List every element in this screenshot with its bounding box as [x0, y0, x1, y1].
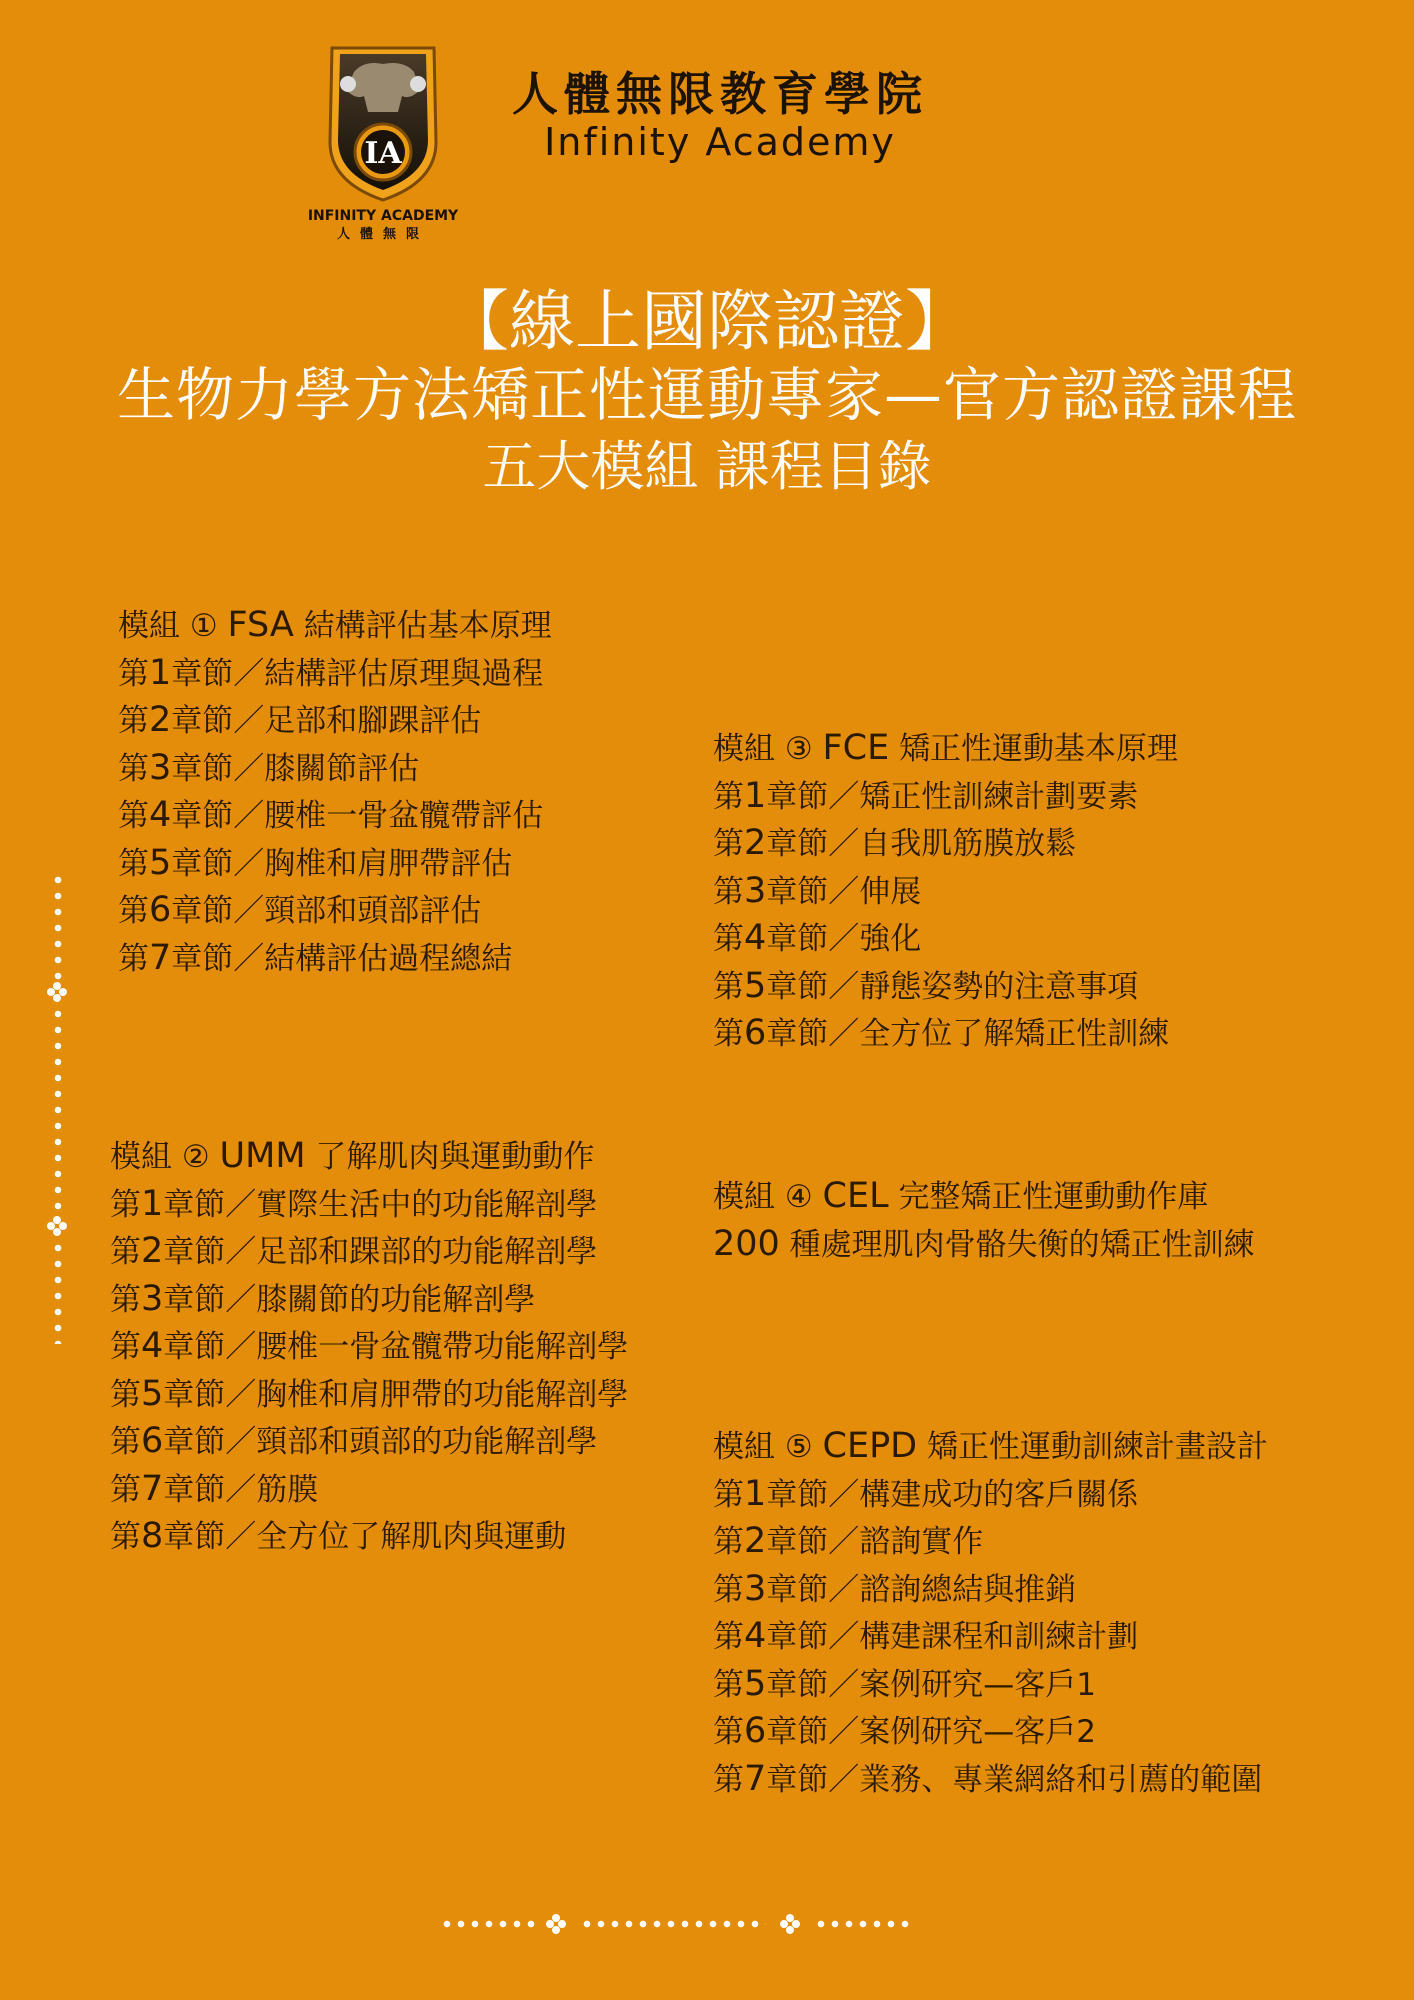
chapter-prefix: 第 — [713, 1619, 744, 1655]
chapter-prefix: 第 — [110, 1424, 141, 1460]
chapter-title: 章節／膝關節評估 — [171, 750, 420, 787]
chapter-prefix: 第 — [118, 750, 149, 787]
module-prefix: 模組 — [713, 1179, 775, 1215]
chapter-prefix: 第 — [713, 1714, 744, 1750]
chapter-number: 3 — [744, 1568, 767, 1609]
chapter-number: 7 — [149, 937, 172, 978]
chapter-prefix: 第 — [713, 1476, 744, 1513]
chapter-item — [110, 1228, 628, 1276]
chapter-title: 種處理肌肉骨骼失衡的矯正性訓練 — [779, 1226, 1255, 1263]
chapter-number: 7 — [744, 1758, 767, 1799]
chapter-number: 6 — [744, 1013, 767, 1053]
chapter-item — [713, 1518, 1268, 1566]
chapter-item — [118, 697, 552, 745]
chapter-prefix: 第 — [110, 1471, 141, 1508]
title-catalog: 五大模組 課程目錄 — [482, 435, 932, 498]
chapter-number: 5 — [744, 1663, 767, 1704]
chapter-title: 章節／結構評估原理與過程 — [171, 655, 544, 692]
chapter-prefix: 第 — [713, 1571, 744, 1608]
chapter-prefix: 第 — [713, 1016, 744, 1052]
logo-text-cn: 人體無限 — [336, 227, 430, 242]
chapter-number: 8 — [141, 1516, 164, 1556]
chapter-title: 章節／實際生活中的功能解剖學 — [163, 1186, 598, 1223]
chapter-item — [118, 840, 552, 888]
chapter-title: 章節／業務、專業網絡和引薦的範圍 — [766, 1761, 1263, 1798]
module-name: 結構評估基本原理 — [303, 608, 552, 644]
chapter-number: 1 — [744, 775, 767, 816]
flower-ornament-icon — [46, 1215, 68, 1237]
chapter-title: 章節／案例研究—客戶2 — [766, 1714, 1097, 1750]
module-heading — [713, 1423, 1268, 1471]
chapter-prefix: 第 — [713, 921, 744, 957]
flower-ornament-icon — [779, 1913, 801, 1935]
module-cepd — [713, 1423, 1268, 1803]
decorative-dotted-line — [54, 1006, 62, 1214]
chapter-title: 章節／膝關節的功能解剖學 — [163, 1281, 536, 1318]
chapter-number: 1 — [141, 1183, 164, 1224]
module-code: FCE — [822, 728, 890, 768]
decorative-dotted-line — [580, 1920, 766, 1928]
chapter-item — [713, 1613, 1268, 1661]
chapter-number: 6 — [744, 1711, 767, 1751]
module-prefix: 模組 — [713, 1429, 775, 1465]
chapter-title: 章節／全方位了解肌肉與運動 — [163, 1519, 567, 1555]
chapter-title: 章節／筋膜 — [163, 1471, 319, 1508]
chapter-item — [110, 1181, 628, 1229]
chapter-item — [713, 1661, 1268, 1709]
chapter-title: 章節／伸展 — [766, 873, 922, 910]
module-heading — [118, 602, 552, 650]
module-badge: ① — [189, 608, 218, 644]
chapter-item — [110, 1276, 628, 1324]
school-name-en: Infinity Academy — [544, 120, 896, 164]
flower-ornament-icon — [46, 981, 68, 1003]
chapter-title: 章節／頸部和頭部的功能解剖學 — [163, 1424, 598, 1460]
chapter-prefix: 第 — [713, 1666, 744, 1703]
chapter-prefix: 第 — [118, 845, 149, 882]
chapter-item — [713, 1756, 1268, 1804]
decorative-dotted-line — [440, 1920, 538, 1928]
module-code: CEPD — [822, 1426, 918, 1466]
module-name: 矯正性運動基本原理 — [899, 731, 1179, 767]
chapter-title: 章節／構建成功的客戶關係 — [766, 1476, 1139, 1513]
decorative-dotted-line — [814, 1920, 912, 1928]
chapter-prefix: 第 — [110, 1376, 141, 1413]
chapter-title: 章節／胸椎和肩胛帶評估 — [171, 845, 513, 882]
module-heading — [713, 725, 1178, 773]
module-name: 了解肌肉與運動動作 — [315, 1139, 595, 1175]
chapter-item — [118, 792, 552, 840]
chapter-prefix: 第 — [110, 1186, 141, 1223]
chapter-item — [713, 1010, 1178, 1058]
chapter-prefix: 第 — [118, 893, 149, 929]
chapter-number: 4 — [149, 795, 172, 835]
chapter-title: 章節／腰椎一骨盆髖帶評估 — [171, 798, 544, 834]
chapter-prefix: 第 — [713, 778, 744, 815]
chapter-prefix: 第 — [110, 1519, 141, 1555]
chapter-title: 章節／案例研究—客戶1 — [766, 1666, 1097, 1703]
decorative-dotted-line — [54, 872, 62, 980]
chapter-title: 章節／腰椎一骨盆髖帶功能解剖學 — [163, 1329, 629, 1365]
chapter-item — [118, 650, 552, 698]
chapter-title: 章節／靜態姿勢的注意事項 — [766, 968, 1139, 1005]
chapter-number: 6 — [149, 890, 172, 930]
module-code: FSA — [227, 605, 294, 645]
module-heading — [110, 1133, 628, 1181]
chapter-prefix: 第 — [713, 1761, 744, 1798]
module-prefix: 模組 — [118, 608, 180, 644]
module-code: UMM — [219, 1136, 306, 1176]
decorative-dotted-line — [54, 1240, 62, 1344]
module-cel — [713, 1173, 1255, 1268]
chapter-prefix: 第 — [110, 1329, 141, 1365]
chapter-item — [713, 1708, 1268, 1756]
module-badge: ⑤ — [784, 1429, 813, 1465]
chapter-item — [110, 1513, 628, 1561]
chapter-title: 章節／胸椎和肩胛帶的功能解剖學 — [163, 1376, 629, 1413]
chapter-prefix: 第 — [110, 1281, 141, 1318]
chapter-item — [713, 963, 1178, 1011]
module-heading — [713, 1173, 1255, 1221]
chapter-title: 章節／強化 — [766, 921, 922, 957]
module-badge: ③ — [784, 731, 813, 767]
chapter-item — [118, 935, 552, 983]
chapter-item — [110, 1323, 628, 1371]
chapter-item — [713, 773, 1178, 821]
chapter-number: 2 — [149, 700, 172, 740]
chapter-item — [110, 1371, 628, 1419]
chapter-number: 6 — [141, 1421, 164, 1461]
chapter-number: 2 — [744, 823, 767, 863]
module-prefix: 模組 — [713, 731, 775, 767]
chapter-number: 5 — [744, 965, 767, 1006]
chapter-title: 章節／足部和腳踝評估 — [171, 703, 482, 739]
chapter-title: 章節／頸部和頭部評估 — [171, 893, 482, 929]
infinity-academy-logo-icon — [307, 42, 459, 242]
chapter-item — [713, 868, 1178, 916]
chapter-title: 章節／構建課程和訓練計劃 — [766, 1619, 1139, 1655]
module-umm — [110, 1133, 628, 1561]
chapter-prefix: 第 — [118, 703, 149, 739]
chapter-prefix: 第 — [118, 655, 149, 692]
chapter-number: 4 — [744, 1616, 767, 1656]
module-name: 完整矯正性運動動作庫 — [898, 1179, 1209, 1215]
title-certification: 【線上國際認證】 — [443, 283, 971, 360]
chapter-number: 3 — [744, 870, 767, 911]
chapter-prefix: 第 — [118, 940, 149, 977]
chapter-number: 1 — [744, 1473, 767, 1514]
chapter-number: 3 — [149, 747, 172, 788]
module-badge: ② — [181, 1139, 210, 1175]
chapter-item — [110, 1418, 628, 1466]
chapter-title: 章節／足部和踝部的功能解剖學 — [163, 1234, 598, 1270]
chapter-title: 章節／全方位了解矯正性訓練 — [766, 1016, 1170, 1052]
chapter-item — [110, 1466, 628, 1514]
chapter-number: 5 — [149, 842, 172, 883]
chapter-number: 4 — [141, 1326, 164, 1366]
module-fsa — [118, 602, 552, 982]
chapter-number: 1 — [149, 652, 172, 693]
chapter-title: 章節／諮詢總結與推銷 — [766, 1571, 1077, 1608]
chapter-title: 章節／自我肌筋膜放鬆 — [766, 826, 1077, 862]
module-badge: ④ — [784, 1179, 813, 1215]
chapter-prefix: 第 — [110, 1234, 141, 1270]
chapter-title: 章節／諮詢實作 — [766, 1524, 984, 1560]
chapter-prefix: 第 — [118, 798, 149, 834]
chapter-number: 5 — [141, 1373, 164, 1414]
chapter-number: 2 — [744, 1521, 767, 1561]
title-course-name: 生物力學方法矯正性運動專家—官方認證課程 — [116, 361, 1297, 429]
module-code: CEL — [822, 1176, 889, 1216]
chapter-prefix: 第 — [713, 1524, 744, 1560]
module-prefix: 模組 — [110, 1139, 172, 1175]
module-fce — [713, 725, 1178, 1058]
chapter-number: 2 — [141, 1231, 164, 1271]
chapter-number: 4 — [744, 918, 767, 958]
chapter-item — [713, 1566, 1268, 1614]
chapter-item — [713, 1221, 1255, 1269]
flower-ornament-icon — [545, 1913, 567, 1935]
chapter-number: 200 — [713, 1223, 780, 1264]
chapter-item — [713, 820, 1178, 868]
logo-text-en: INFINITY ACADEMY — [307, 208, 459, 224]
chapter-number: 7 — [141, 1468, 164, 1509]
logo-monogram: IA — [364, 136, 402, 171]
module-name: 矯正性運動訓練計畫設計 — [926, 1429, 1268, 1465]
chapter-title: 章節／矯正性訓練計劃要素 — [766, 778, 1139, 815]
chapter-item — [118, 887, 552, 935]
chapter-item — [118, 745, 552, 793]
chapter-prefix: 第 — [713, 968, 744, 1005]
chapter-title: 章節／結構評估過程總結 — [171, 940, 513, 977]
school-name-cn: 人體無限教育學院 — [512, 67, 928, 121]
chapter-number: 3 — [141, 1278, 164, 1319]
chapter-prefix: 第 — [713, 826, 744, 862]
chapter-item — [713, 1471, 1268, 1519]
chapter-prefix: 第 — [713, 873, 744, 910]
chapter-item — [713, 915, 1178, 963]
